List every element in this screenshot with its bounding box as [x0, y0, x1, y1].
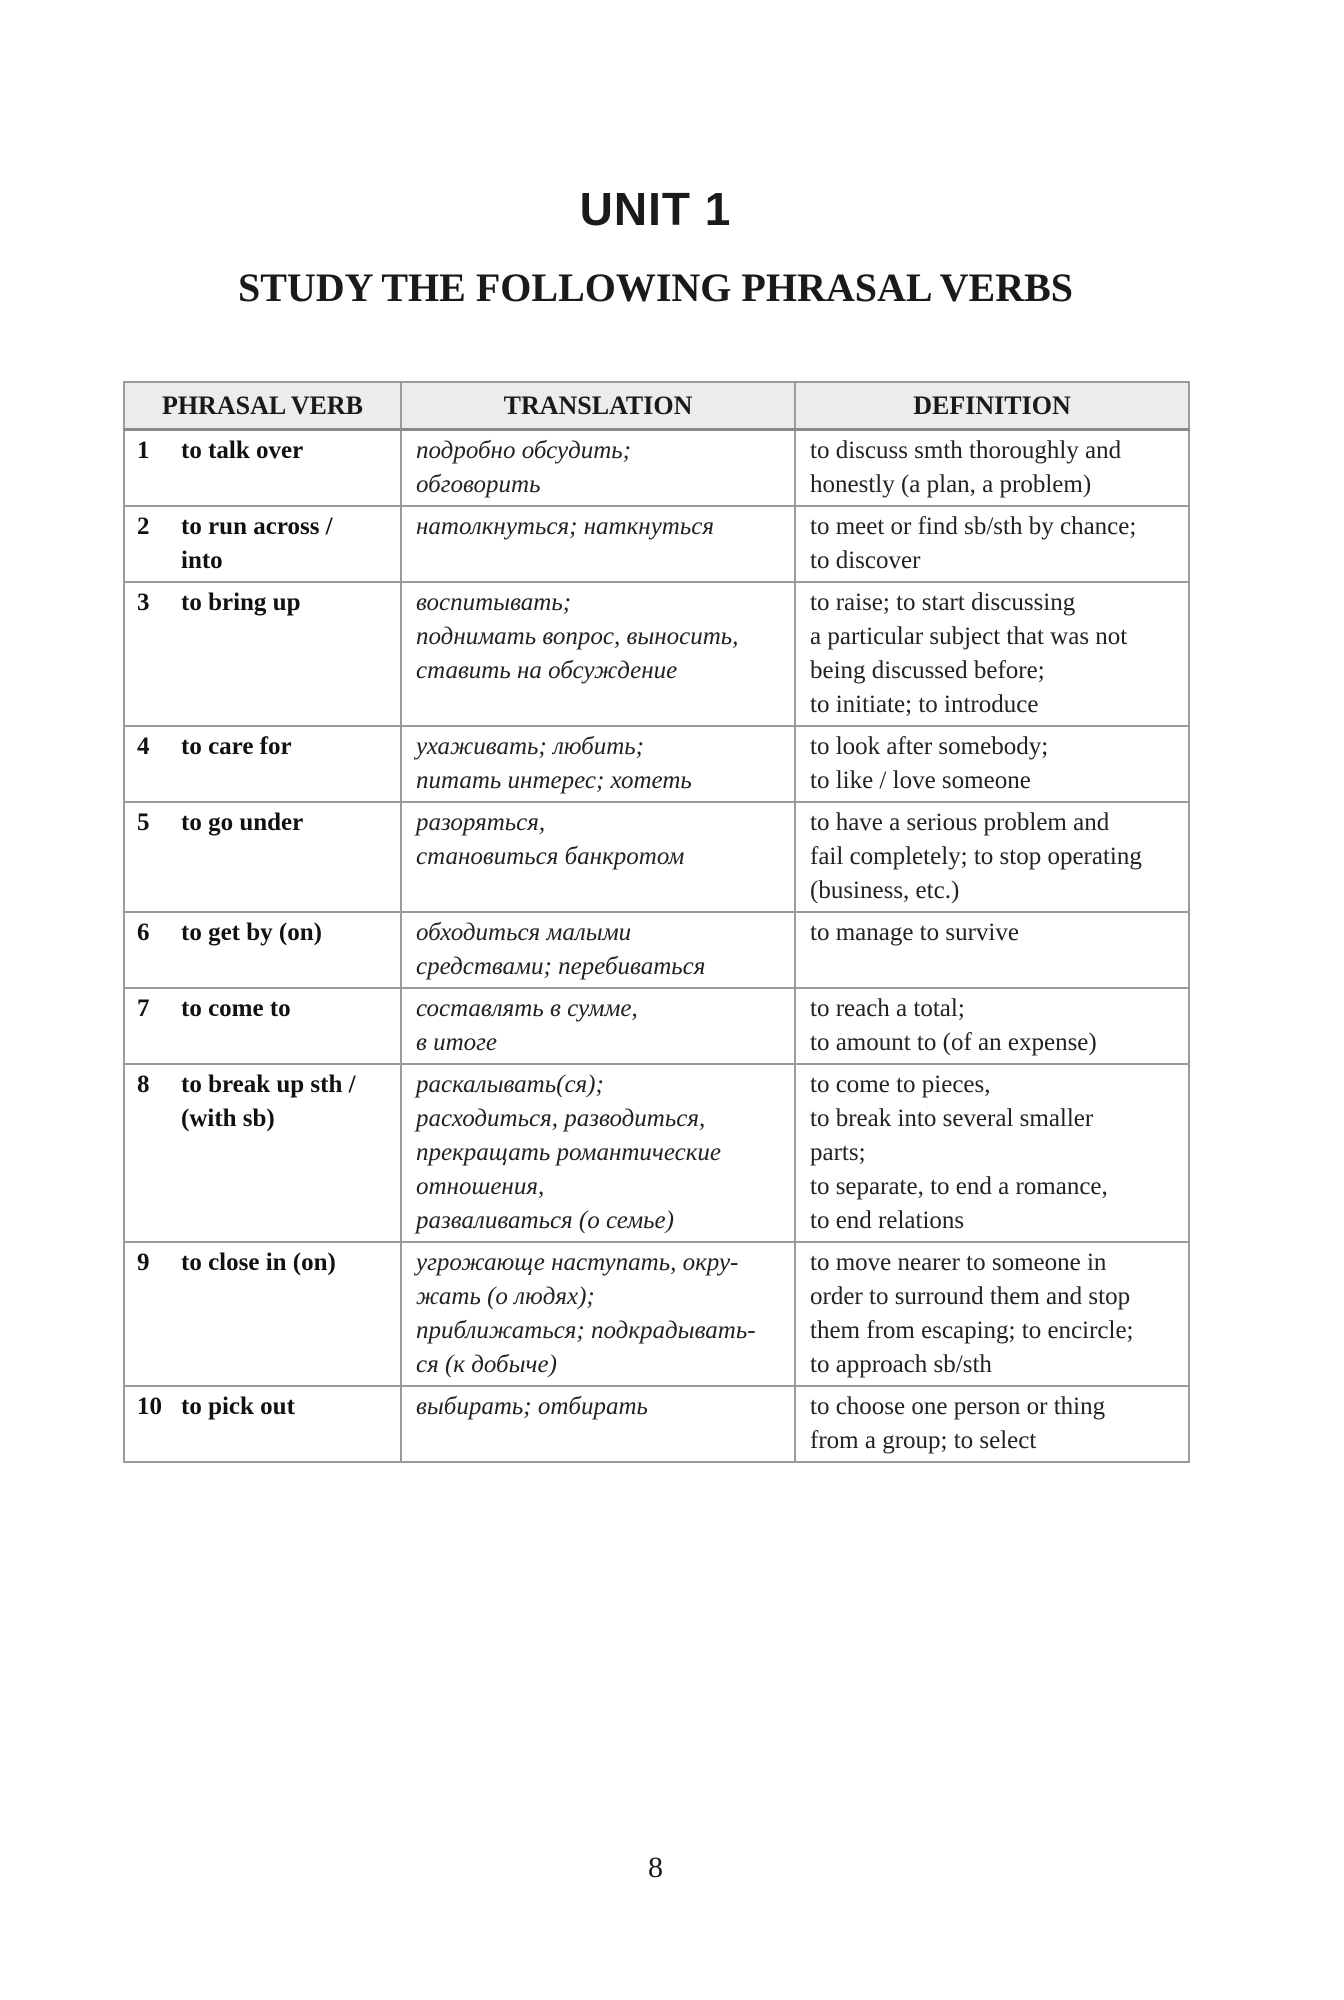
row-number: 10 — [137, 1393, 162, 1420]
phrasal-verb-cell — [124, 506, 401, 582]
verb-line: to care for — [181, 733, 292, 760]
verb-line: to run across / — [181, 513, 333, 540]
translation-line: ставить на обсуждение — [416, 657, 678, 684]
table-row — [124, 1386, 1189, 1462]
verb-line: to break up sth / — [181, 1071, 356, 1098]
phrasal-verb-cell — [124, 1242, 401, 1386]
unit-title: UNIT 1 — [579, 183, 732, 235]
table-row — [124, 912, 1189, 988]
translation-line: в итоге — [416, 1029, 498, 1056]
translation-line: разоряться, — [416, 809, 546, 836]
definition-cell — [795, 430, 1189, 507]
definition-cell — [795, 1386, 1189, 1462]
table-row — [124, 726, 1189, 802]
translation-line: обходиться малыми — [416, 919, 632, 946]
phrasal-verb-text — [181, 586, 300, 620]
verb-line: to get by (on) — [181, 919, 322, 946]
definition-line: (business, etc.) — [810, 877, 960, 904]
definition-line: to meet or find sb/sth by chance; — [810, 513, 1137, 540]
translation-line: воспитывать; — [416, 589, 572, 616]
definition-line: to raise; to start discussing — [810, 589, 1076, 616]
definition-line: to choose one person or thing — [810, 1393, 1106, 1420]
phrasal-verbs-table — [123, 381, 1190, 1463]
table-row — [124, 988, 1189, 1064]
translation-line: ухаживать; любить; — [416, 733, 645, 760]
definition-line: a particular subject that was not — [810, 623, 1128, 650]
translation-line: поднимать вопрос, выносить, — [416, 623, 739, 650]
verb-line: to close in (on) — [181, 1249, 336, 1276]
phrasal-verb-cell — [124, 1386, 401, 1462]
table-row — [124, 1064, 1189, 1242]
phrasal-verb-cell — [124, 912, 401, 988]
verb-line: to go under — [181, 809, 304, 836]
definition-line: to initiate; to introduce — [810, 691, 1039, 718]
definition-line: order to surround them and stop — [810, 1283, 1131, 1310]
definition-cell — [795, 1064, 1189, 1242]
translation-cell — [401, 802, 795, 912]
translation-line: ся (к добыче) — [416, 1351, 557, 1378]
table-row — [124, 430, 1189, 507]
definition-line: being discussed before; — [810, 657, 1045, 684]
definition-cell — [795, 582, 1189, 726]
translation-line: становиться банкротом — [416, 843, 685, 870]
phrasal-verb-text — [181, 916, 322, 950]
phrasal-verb-text — [181, 1068, 356, 1136]
table-row — [124, 1242, 1189, 1386]
verb-line: into — [181, 547, 223, 574]
definition-cell — [795, 912, 1189, 988]
translation-cell — [401, 430, 795, 507]
row-number: 1 — [137, 437, 150, 464]
row-number: 8 — [137, 1071, 150, 1098]
definition-line: fail completely; to stop operating — [810, 843, 1142, 870]
translation-line: средствами; перебиваться — [416, 953, 706, 980]
translation-line: отношения, — [416, 1173, 545, 1200]
phrasal-verb-text — [181, 510, 333, 578]
translation-line: обговорить — [416, 471, 541, 498]
row-number: 9 — [137, 1249, 150, 1276]
definition-line: to manage to survive — [810, 919, 1019, 946]
translation-line: жать (о людях); — [416, 1283, 595, 1310]
phrasal-verb-cell — [124, 988, 401, 1064]
table-body — [124, 430, 1189, 1463]
table-row — [124, 582, 1189, 726]
row-number: 5 — [137, 809, 150, 836]
definition-line: to like / love someone — [810, 767, 1031, 794]
phrasal-verb-text — [181, 992, 291, 1026]
column-header-definition: DEFINITION — [795, 382, 1189, 430]
table-header-row — [124, 382, 1189, 430]
definition-line: honestly (a plan, a problem) — [810, 471, 1092, 498]
phrasal-verb-cell — [124, 726, 401, 802]
definition-line: to reach a total; — [810, 995, 965, 1022]
row-number: 6 — [137, 919, 150, 946]
definition-line: to have a serious problem and — [810, 809, 1110, 836]
translation-cell — [401, 988, 795, 1064]
definition-line: to discover — [810, 547, 921, 574]
row-number: 7 — [137, 995, 150, 1022]
translation-line: выбирать; отбирать — [416, 1393, 648, 1420]
definition-line: to come to pieces, — [810, 1071, 991, 1098]
translation-line: угрожающе наступать, окру- — [416, 1249, 739, 1276]
page-subtitle: STUDY THE FOLLOWING PHRASAL VERBS — [237, 265, 1074, 310]
translation-line: составлять в сумме, — [416, 995, 638, 1022]
translation-cell — [401, 1064, 795, 1242]
definition-line: to separate, to end a romance, — [810, 1173, 1108, 1200]
verb-line: to come to — [181, 995, 291, 1022]
definition-line: to amount to (of an expense) — [810, 1029, 1097, 1056]
translation-line: прекращать романтические — [416, 1139, 722, 1166]
phrasal-verb-text — [181, 434, 303, 468]
phrasal-verb-cell — [124, 1064, 401, 1242]
translation-line: разваливаться (о семье) — [416, 1207, 674, 1234]
definition-line: to discuss smth thoroughly and — [810, 437, 1122, 464]
phrasal-verb-cell — [124, 430, 401, 507]
column-header-phrasal-verb: PHRASAL VERB — [124, 382, 401, 430]
translation-cell — [401, 912, 795, 988]
table-row — [124, 802, 1189, 912]
translation-line: натолкнуться; наткнуться — [416, 513, 714, 540]
phrasal-verb-text — [181, 1390, 295, 1424]
definition-line: to move nearer to someone in — [810, 1249, 1107, 1276]
translation-line: раскалывать(ся); — [416, 1071, 604, 1098]
translation-cell — [401, 506, 795, 582]
document-page — [123, 0, 1188, 1885]
table-row — [124, 506, 1189, 582]
definition-cell — [795, 506, 1189, 582]
definition-line: to approach sb/sth — [810, 1351, 992, 1378]
definition-cell — [795, 1242, 1189, 1386]
translation-cell — [401, 1242, 795, 1386]
column-header-translation: TRANSLATION — [401, 382, 795, 430]
phrasal-verb-text — [181, 730, 292, 764]
row-number: 2 — [137, 513, 150, 540]
page-number: 8 — [648, 1851, 663, 1884]
translation-line: расходиться, разводиться, — [416, 1105, 706, 1132]
phrasal-verb-text — [181, 1246, 336, 1280]
definition-line: to look after somebody; — [810, 733, 1049, 760]
definition-line: to end relations — [810, 1207, 965, 1234]
row-number: 4 — [137, 733, 150, 760]
definition-cell — [795, 802, 1189, 912]
translation-line: питать интерес; хотеть — [416, 767, 692, 794]
row-number: 3 — [137, 589, 150, 616]
translation-cell — [401, 1386, 795, 1462]
definition-line: parts; — [810, 1139, 866, 1166]
verb-line: (with sb) — [181, 1105, 275, 1132]
verb-line: to pick out — [181, 1393, 295, 1420]
definition-cell — [795, 726, 1189, 802]
translation-cell — [401, 582, 795, 726]
definition-line: from a group; to select — [810, 1427, 1037, 1454]
definition-cell — [795, 988, 1189, 1064]
translation-line: приближаться; подкрадывать- — [416, 1317, 756, 1344]
verb-line: to talk over — [181, 437, 304, 464]
phrasal-verb-text — [181, 806, 303, 840]
definition-line: them from escaping; to encircle; — [810, 1317, 1134, 1344]
translation-line: подробно обсудить; — [416, 437, 631, 464]
definition-line: to break into several smaller — [810, 1105, 1094, 1132]
translation-cell — [401, 726, 795, 802]
phrasal-verb-cell — [124, 582, 401, 726]
phrasal-verb-cell — [124, 802, 401, 912]
verb-line: to bring up — [181, 589, 301, 616]
